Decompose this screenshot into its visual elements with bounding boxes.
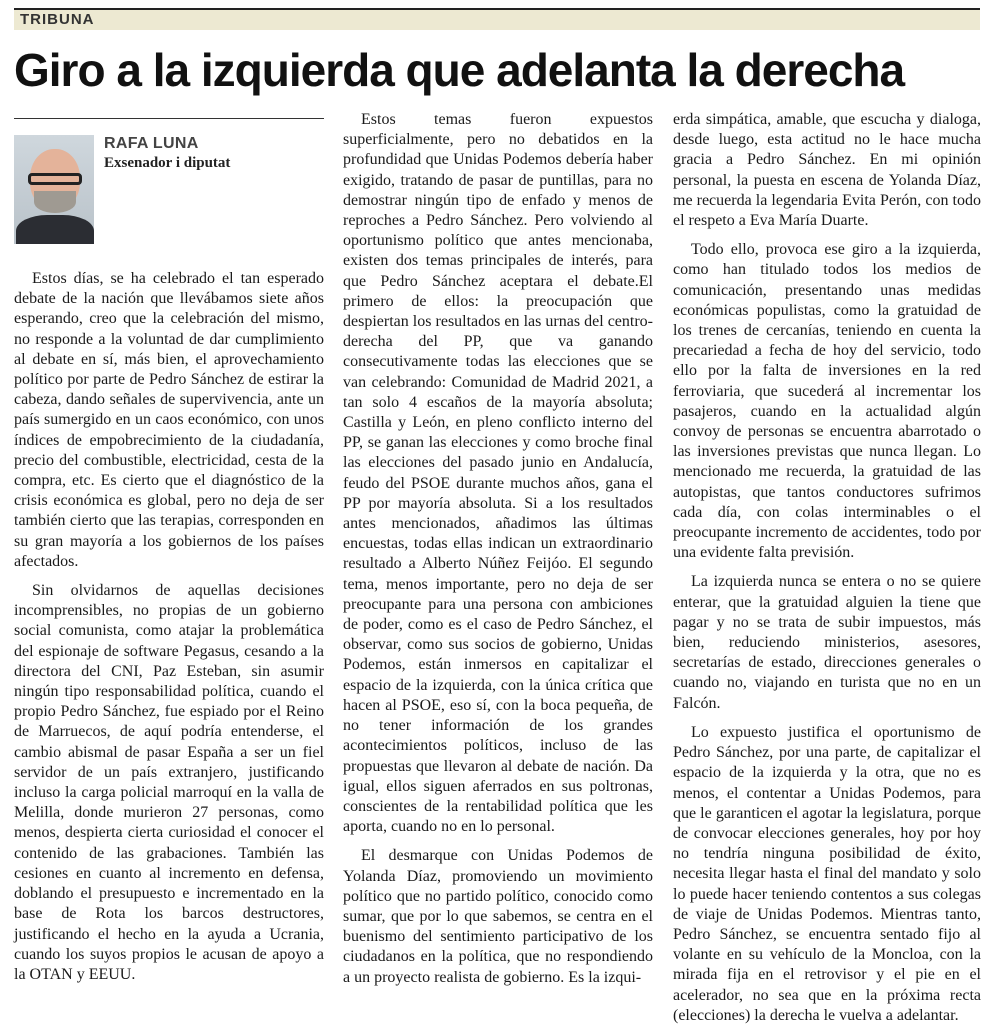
paragraph: Todo ello, provoca ese giro a la izquierda, como han titulado todos los medios de comunicación, presentando unas medidas económicas populistas, como la gratuidad de los trenes de cercanías, teniendo en cuenta la precariedad a fecha de hoy del servicio, todo ello por la falta de inversiones en la red ferroviaria, que sucederá al incrementar los pasajeros, cuando en la actualidad algún convoy de personas se encuentra abarrotado o las inversiones previstas que nunca llegan. Lo mencionado me recuerda, la gratuidad de las autopistas, que tantos conductores sufrimos cada día, con colas interminables o el preocupante incremento de accidentes, todo por una evidente falta previsión. (673, 241, 981, 562)
paragraph: Lo expuesto justifica el oportunismo de Pedro Sánchez, por una parte, de capitalizar el espacio de la izquierda y la otra, que no es menos, el contentar a Unidas Podemos, para que le garanticen el agotar la legislatura, porque de convocar elecciones generales, hoy por hoy no tendría ninguna posibilidad de éxito, necesita llegar hasta el final del mandato y solo lo puede hacer teniendo contentos a sus colegas de viaje de Unidas Podemos. Mientras tanto, Pedro Sánchez, se encuentra sentado fijo al volante en su vehículo de la Moncloa, con la mirada fija en el retrovisor y el pie en el acelerador, no sea que en la próxima recta (elecciones) la derecha le vuelva a adelantar. (673, 723, 981, 1024)
paragraph: Estos temas fueron expuestos superficialmente, pero no debatidos en la profundidad que Unidas Podemos debería haber exigido, tratando de pasar de puntillas, para no demostrar ningún tipo de enfado y menos de reproches a Pedro Sánchez. Pero volviendo al oportunismo político que antes mencionaba, existen dos temas principales de interés, para que Pedro Sánchez aceptara el debate.El primero de ellos: la preocupación que despiertan los resultados en las urnas del centro-derecha del PP, que va ganando consecutivamente todas las elecciones que se van celebrando: Comunidad de Madrid 2021, a tan solo 4 escaños de la mayoría absoluta; Castilla y León, en pleno conflicto interno del PP, se ganan las elecciones y como broche final las elecciones del pasado junio en Andalucía, feudo del PSOE durante muchos años, gana el PP por mayoría absoluta. Si a los resultados antes mencionados, añadimos las últimas encuestas, todas ellas indican un extraordinario resultado a Alberto Núñez Feijóo. El segundo tema, menos importante, pero no deja de ser preocupante para una persona con ambiciones de poder, como es el caso de Pedro Sánchez, el observar, como sus socios de gobierno, Unidas Podemos, están inmersos en capitalizar el espacio de la izquierda, con la única crítica que hacen al PSOE, eso sí, con la boca pequeña, de no tener información de los grandes acontecimientos políticos, incluso de las propuestas que llevaron al debate de nación. Da igual, ellos siguen aferrados en sus poltronas, conscientes de la rentabilidad política que les aporta, cuando no en lo personal. (343, 111, 653, 836)
headline: Giro a la izquierda que adelanta la derecha (14, 44, 905, 96)
author-box (14, 133, 324, 269)
column-1 (14, 118, 324, 985)
paragraph: La izquierda nunca se entera o no se quiere enterar, que la gratuidad alguien la tiene que pagar y no se trata de subir impuestos, más bien, reduciendo ministerios, asesores, secretarías de estado, direcciones generales o cuando no, viajando en turista que no en un Falcón. (673, 573, 981, 712)
paragraph: Sin olvidarnos de aquellas decisiones incomprensibles, no propias de un gobierno social comunista, como atajar la problemática del espionaje de software Pegasus, cesando a la directora del CNI, Paz Esteban, sin asumir ningún tipo responsabilidad política, cuando el propio Pedro Sánchez, fue espiado por el Reino de Marruecos, de aquí podría entenderse, el cambio abismal de pasar España a ser un fiel servidor de un país extranjero, justificando incluso la carga policial marroquí en la valla de Melilla, donde murieron 27 personas, como menos, despierta cierta curiosidad el conocer el contenido de las grabaciones. También las cesiones en cuanto al incremento en defensa, doblando el presupuesto e incrementado en la base de Rota los barcos destructores, justificando el hecho en la ayuda a Ucrania, cuando los suyos propios le acusan de apoyo a la OTAN y EEUU. (14, 582, 324, 983)
author-role: Exsenador i diputat (104, 155, 231, 171)
paragraph: Estos días, se ha celebrado el tan esperado debate de la nación que llevábamos siete años esperando, creo que la celebración del mismo, no responde a la voluntad de dar cumplimiento al debate en sí, más bien, el aprovechamiento político por parte de Pedro Sánchez de estirar la cabeza, dando señales de supervivencia, ante un país sumergido en un caos económico, con unos índices de empobrecimiento de la ciudadanía, precio del combustible, electricidad, cesta de la compra, etc. Es cierto que el diagnóstico de la crisis económica es global, pero no deja de ser también cierto que las terapias, corresponden en su gran mayoría a los gobiernos de los países afectados. (14, 270, 324, 570)
paragraph: erda simpática, amable, que escucha y dialoga, desde luego, esta actitud no le hace mucha gracia a Pedro Sánchez. En mi opinión personal, la puesta en escena de Yolanda Díaz, me recuerda la legendaria Evita Perón, con todo el respeto a Eva María Duarte. (673, 111, 981, 230)
column-2 (343, 110, 653, 988)
section-bar (14, 8, 980, 30)
author-name: RAFA LUNA (104, 135, 199, 152)
section-label: TRIBUNA (20, 11, 95, 28)
column-3 (673, 110, 981, 1026)
author-photo (14, 135, 94, 244)
paragraph: El desmarque con Unidas Podemos de Yolanda Díaz, promoviendo un movimiento político que no partido político, conocido como sumar, que por lo que sabemos, se centra en el buenismo del sentimiento participativo de los ciudadanos en la política, que no respondiendo a un proyecto realista de gobierno. Es la izqui- (343, 847, 653, 986)
author-rule (14, 118, 324, 119)
